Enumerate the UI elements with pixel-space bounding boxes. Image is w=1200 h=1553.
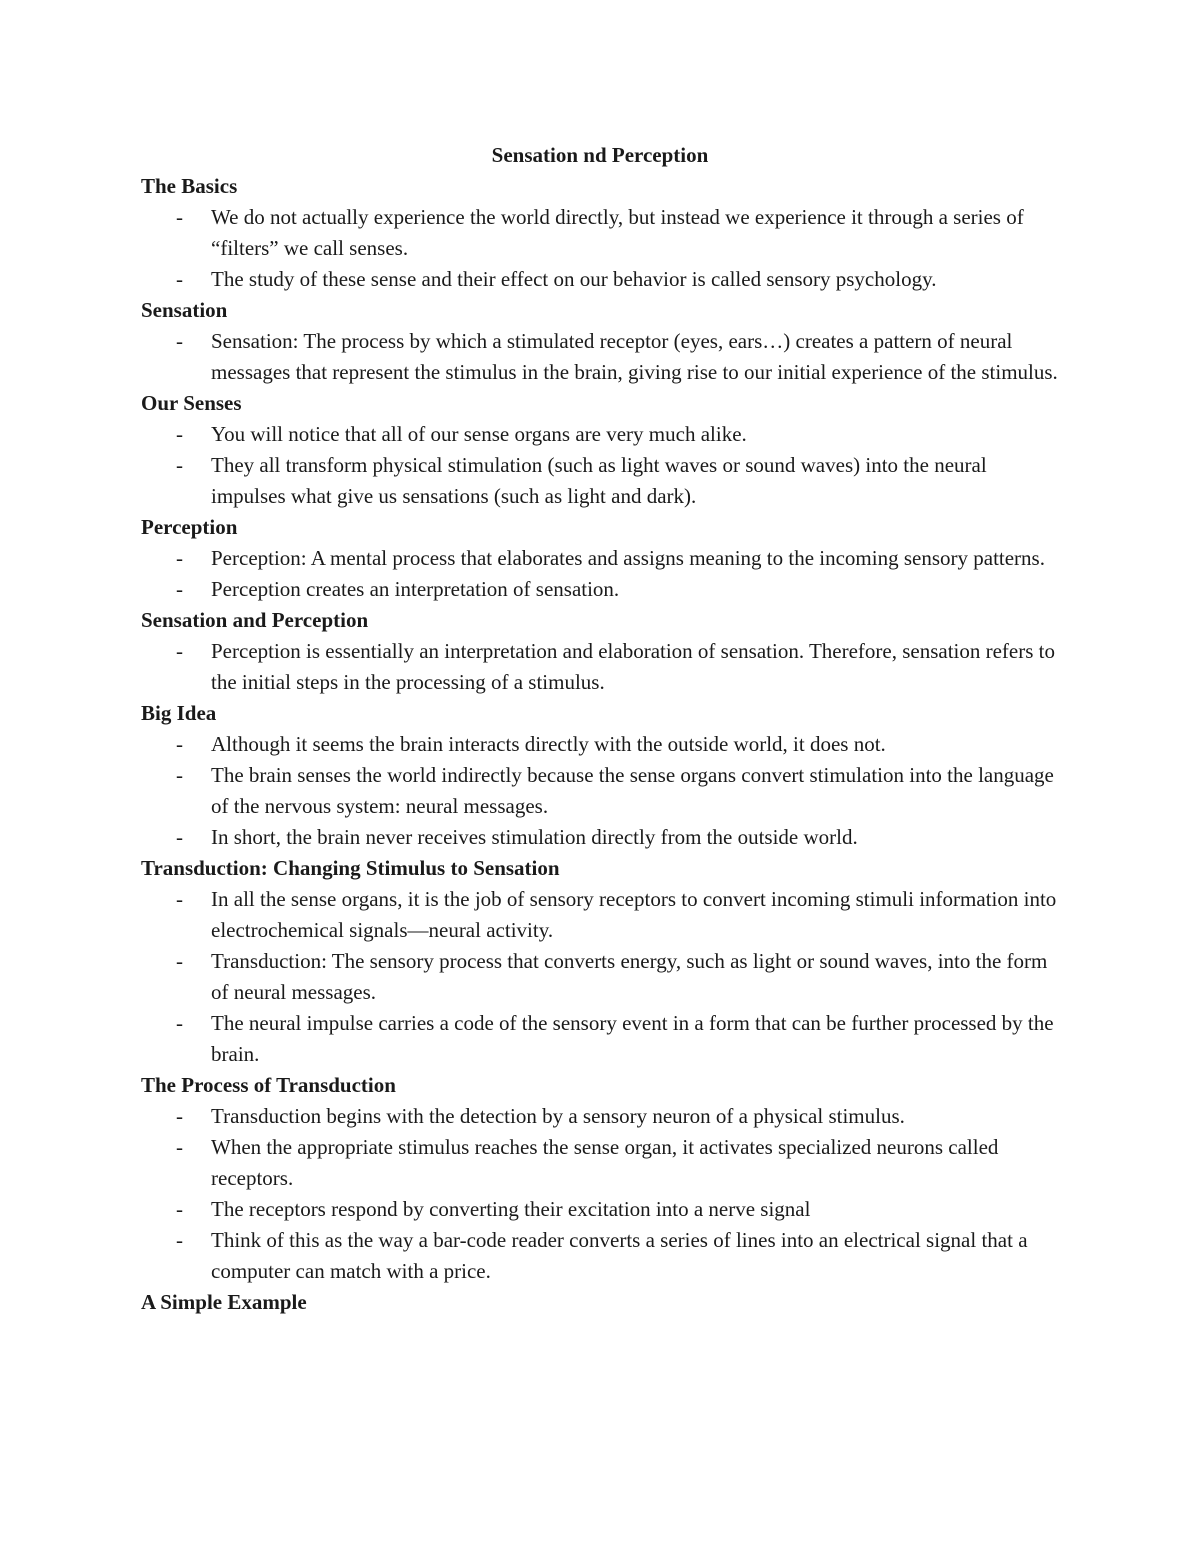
bullet-text: In short, the brain never receives stimulation directly from the outside world. — [211, 825, 858, 849]
section-heading: The Process of Transduction — [141, 1073, 396, 1097]
list-item — [141, 822, 1061, 853]
bullet-list — [141, 1101, 1061, 1287]
list-item — [141, 884, 1061, 946]
list-item — [141, 419, 1061, 450]
list-item — [141, 450, 1061, 512]
section-heading: Sensation and Perception — [141, 608, 369, 632]
bullet-text: We do not actually experience the world directly, but instead we experience it through a series of “filters” we call senses. — [211, 205, 1024, 260]
section-heading: Perception — [141, 515, 238, 539]
bullet-dash: - — [176, 1011, 183, 1035]
bullet-dash: - — [176, 1104, 183, 1128]
bullet-text: The brain senses the world indirectly because the sense organs convert stimulation into the language of the nervous system: neural messages. — [211, 763, 1054, 818]
bullet-text: Think of this as the way a bar-code reader converts a series of lines into an electrical signal that a computer can match with a price. — [211, 1228, 1028, 1283]
bullet-text: Perception: A mental process that elaborates and assigns meaning to the incoming sensory patterns. — [211, 546, 1045, 570]
bullet-list — [141, 636, 1061, 698]
section-heading: Big Idea — [141, 701, 217, 725]
bullet-text: The receptors respond by converting their excitation into a nerve signal — [211, 1197, 811, 1221]
bullet-text: In all the sense organs, it is the job of sensory receptors to convert incoming stimuli information into electrochemical signals—neural activity. — [211, 887, 1057, 942]
list-item — [141, 636, 1061, 698]
document-title: Sensation nd Perception — [491, 143, 709, 167]
bullet-dash: - — [176, 1228, 183, 1252]
section-heading: A Simple Example — [141, 1290, 307, 1314]
bullet-list — [141, 884, 1061, 1070]
list-item — [141, 1194, 1061, 1225]
bullet-dash: - — [176, 732, 183, 756]
bullet-text: Although it seems the brain interacts directly with the outside world, it does not. — [211, 732, 886, 756]
bullet-dash: - — [176, 329, 183, 353]
bullet-text: Perception creates an interpretation of sensation. — [211, 577, 620, 601]
bullet-list — [141, 543, 1061, 605]
list-item — [141, 1225, 1061, 1287]
section-heading: Our Senses — [141, 391, 242, 415]
bullet-dash: - — [176, 1197, 183, 1221]
bullet-dash: - — [176, 422, 183, 446]
bullet-text: Sensation: The process by which a stimulated receptor (eyes, ears…) creates a pattern of neural messages that represent the stimulus in the brain, giving rise to our initial experience of the stimulus. — [211, 329, 1058, 384]
bullet-list — [141, 419, 1061, 512]
bullet-dash: - — [176, 825, 183, 849]
list-item — [141, 946, 1061, 1008]
bullet-text: Transduction: The sensory process that converts energy, such as light or sound waves, into the form of neural messages. — [211, 949, 1048, 1004]
bullet-dash: - — [176, 887, 183, 911]
bullet-list — [141, 326, 1061, 388]
list-item — [141, 202, 1061, 264]
sections-container — [141, 171, 1061, 1318]
list-item — [141, 729, 1061, 760]
list-item — [141, 1132, 1061, 1194]
bullet-dash: - — [176, 267, 183, 291]
document-content — [141, 140, 1061, 1318]
section-heading: Sensation — [141, 298, 228, 322]
bullet-text: When the appropriate stimulus reaches the sense organ, it activates specialized neurons called receptors. — [211, 1135, 999, 1190]
bullet-text: They all transform physical stimulation (such as light waves or sound waves) into the neural impulses what give us sensations (such as light and dark). — [211, 453, 987, 508]
bullet-list — [141, 729, 1061, 853]
list-item — [141, 326, 1061, 388]
section-heading: The Basics — [141, 174, 238, 198]
bullet-dash: - — [176, 763, 183, 787]
list-item — [141, 543, 1061, 574]
bullet-text: The neural impulse carries a code of the sensory event in a form that can be further processed by the brain. — [211, 1011, 1054, 1066]
bullet-dash: - — [176, 639, 183, 663]
bullet-text: Perception is essentially an interpretation and elaboration of sensation. Therefore, sensation refers to the initial steps in the processing of a stimulus. — [211, 639, 1055, 694]
bullet-text: Transduction begins with the detection by a sensory neuron of a physical stimulus. — [211, 1104, 905, 1128]
list-item — [141, 1008, 1061, 1070]
bullet-dash: - — [176, 949, 183, 973]
section-heading: Transduction: Changing Stimulus to Sensation — [141, 856, 560, 880]
list-item — [141, 1101, 1061, 1132]
bullet-dash: - — [176, 205, 183, 229]
bullet-dash: - — [176, 1135, 183, 1159]
bullet-dash: - — [176, 577, 183, 601]
list-item — [141, 264, 1061, 295]
bullet-list — [141, 202, 1061, 295]
list-item — [141, 760, 1061, 822]
bullet-text: You will notice that all of our sense organs are very much alike. — [211, 422, 747, 446]
bullet-text: The study of these sense and their effect on our behavior is called sensory psychology. — [211, 267, 937, 291]
bullet-dash: - — [176, 453, 183, 477]
list-item — [141, 574, 1061, 605]
bullet-dash: - — [176, 546, 183, 570]
